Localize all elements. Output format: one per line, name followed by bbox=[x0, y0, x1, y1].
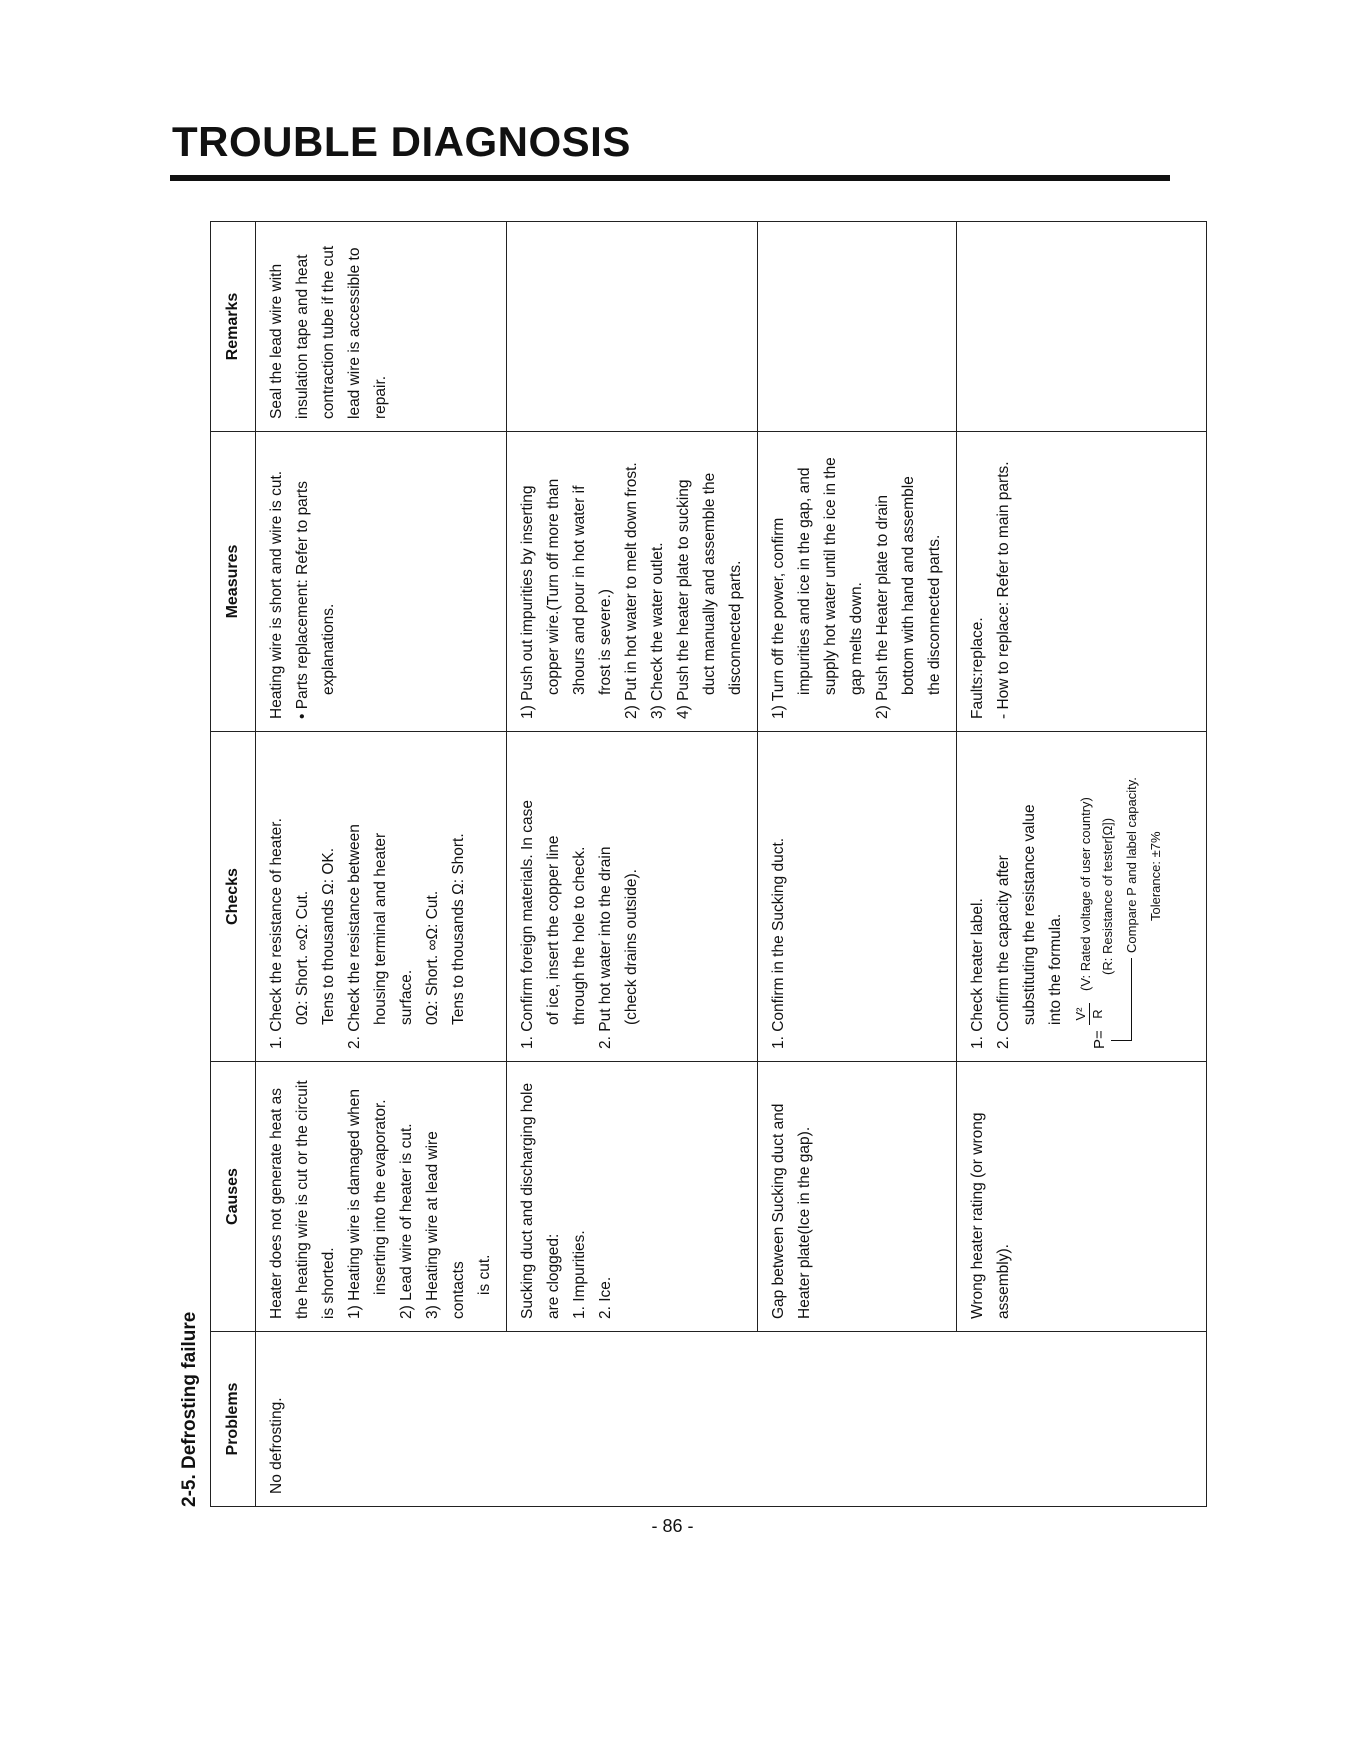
measure-line: 2) Put in hot water to melt down frost. bbox=[623, 462, 640, 719]
formula-fraction bbox=[1073, 1003, 1106, 1025]
check-line: 1. Check heater label. bbox=[969, 898, 986, 1049]
remark-line: lead wire is accessible to bbox=[346, 247, 363, 419]
cause-line: 3) Heating wire at lead wire contacts bbox=[424, 1131, 467, 1319]
check-line: housing terminal and heater bbox=[372, 832, 389, 1025]
cause-line: is cut. bbox=[476, 1254, 493, 1295]
measure-line: frost is severe.) bbox=[597, 589, 614, 695]
remarks-cell bbox=[507, 222, 758, 432]
causes-cell bbox=[758, 1062, 957, 1332]
check-line: 2. Confirm the capacity after bbox=[995, 855, 1012, 1049]
column-header-measures: Measures bbox=[211, 432, 256, 732]
measures-cell bbox=[957, 432, 1207, 732]
causes-cell bbox=[507, 1062, 758, 1332]
measures-cell bbox=[758, 432, 957, 732]
causes-cell bbox=[957, 1062, 1207, 1332]
measure-line: • Parts replacement: Refer to parts bbox=[294, 480, 311, 719]
formula-compare-note: Compare P and label capacity. bbox=[1124, 777, 1139, 953]
remarks-cell bbox=[957, 222, 1207, 432]
measure-line: 1) Turn off the power, confirm bbox=[770, 517, 787, 719]
remark-line: contraction tube if the cut bbox=[320, 245, 337, 419]
check-line: through the hole to check. bbox=[571, 846, 588, 1025]
remark-line: insulation tape and heat bbox=[294, 254, 311, 419]
power-formula bbox=[1069, 744, 1181, 1049]
remark-line: repair. bbox=[372, 375, 389, 419]
measure-line: 1) Push out impurities by inserting bbox=[519, 485, 536, 719]
diagnosis-table bbox=[210, 221, 1207, 1507]
remark-line: Seal the lead wire with bbox=[268, 263, 285, 419]
checks-cell bbox=[758, 732, 957, 1062]
measure-line: disconnected parts. bbox=[727, 560, 744, 695]
formula-p: P= bbox=[1091, 1030, 1108, 1049]
cause-line: Heater plate(Ice in the gap). bbox=[796, 1126, 813, 1319]
formula-voltage-definition: (V: Rated voltage of user country) bbox=[1078, 797, 1093, 991]
table-row bbox=[507, 222, 758, 1507]
measure-line: - How to replace: Refer to main parts. bbox=[995, 461, 1012, 719]
check-line: (check drains outside). bbox=[623, 869, 640, 1025]
title-rule bbox=[170, 175, 1170, 181]
check-line: substituting the resistance value bbox=[1021, 804, 1038, 1025]
measure-line: impurities and ice in the gap, and bbox=[796, 467, 813, 695]
cause-line: the heating wire is cut or the circuit bbox=[294, 1080, 311, 1319]
cause-line: Sucking duct and discharging hole bbox=[519, 1082, 536, 1319]
measure-line: Heating wire is short and wire is cut. bbox=[268, 470, 285, 719]
measure-line: 3hours and pour in hot water if bbox=[571, 485, 588, 695]
formula-bracket bbox=[1111, 958, 1132, 1041]
page-number: - 86 - bbox=[651, 1516, 694, 1536]
formula-resistance-definition: (R: Resistance of tester[Ω]) bbox=[1100, 817, 1115, 975]
formula-numerator: V² bbox=[1073, 1003, 1090, 1025]
problem-cell bbox=[256, 1332, 1207, 1507]
column-header-causes: Causes bbox=[211, 1062, 256, 1332]
measure-line: 3) Check the water outlet. bbox=[649, 542, 666, 719]
check-line: 2. Put hot water into the drain bbox=[597, 846, 614, 1049]
check-line: 1. Check the resistance of heater. bbox=[268, 818, 285, 1049]
measure-line: bottom with hand and assemble bbox=[900, 476, 917, 695]
page-title: TROUBLE DIAGNOSIS bbox=[172, 118, 631, 165]
cause-line: are clogged: bbox=[545, 1233, 562, 1319]
problem-text: No defrosting. bbox=[268, 1397, 285, 1494]
checks-cell bbox=[256, 732, 507, 1062]
check-line: 0Ω: Short. ∞Ω: Cut. bbox=[294, 890, 311, 1025]
table-header-row bbox=[211, 222, 256, 1507]
table-row bbox=[758, 222, 957, 1507]
remarks-cell bbox=[758, 222, 957, 432]
cause-line: 1. Impurities. bbox=[571, 1230, 588, 1319]
check-line: 1. Confirm foreign materials. In case bbox=[519, 800, 536, 1049]
table-wrapper bbox=[210, 222, 1182, 1507]
cause-line: is shorted. bbox=[320, 1247, 337, 1319]
check-line: 2. Check the resistance between bbox=[346, 824, 363, 1049]
check-line: of ice, insert the copper line bbox=[545, 835, 562, 1025]
table-row bbox=[256, 222, 507, 1507]
causes-cell bbox=[256, 1062, 507, 1332]
measure-line: explanations. bbox=[320, 603, 337, 695]
rotated-table-region bbox=[172, 222, 1182, 1507]
measure-line: 4) Push the heater plate to sucking bbox=[675, 479, 692, 719]
checks-cell bbox=[507, 732, 758, 1062]
table-row bbox=[957, 222, 1207, 1507]
measures-cell bbox=[507, 432, 758, 732]
column-header-remarks: Remarks bbox=[211, 222, 256, 432]
cause-line: inserting into the evaporator. bbox=[372, 1099, 389, 1295]
cause-line: 2. Ice. bbox=[597, 1276, 614, 1319]
column-header-problems: Problems bbox=[211, 1332, 256, 1507]
remarks-cell bbox=[256, 222, 507, 432]
check-line: into the formula. bbox=[1047, 913, 1064, 1025]
cause-line: 1) Heating wire is damaged when bbox=[346, 1088, 363, 1319]
cause-line: Wrong heater rating (or wrong bbox=[969, 1112, 986, 1319]
measure-line: gap melts down. bbox=[848, 582, 865, 695]
check-line: Tens to thousands Ω: Short. bbox=[450, 833, 467, 1025]
cause-line: Gap between Sucking duct and bbox=[770, 1103, 787, 1319]
measure-line: Faults:replace. bbox=[969, 617, 986, 719]
measure-line: duct manually and assemble the bbox=[701, 472, 718, 695]
check-line: 1. Confirm in the Sucking duct. bbox=[770, 837, 787, 1049]
check-line: 0Ω: Short. ∞Ω: Cut. bbox=[424, 890, 441, 1025]
cause-line: 2) Lead wire of heater is cut. bbox=[398, 1123, 415, 1319]
formula-denominator: R bbox=[1090, 1009, 1105, 1019]
checks-cell bbox=[957, 732, 1207, 1062]
measure-line: copper wire.(Turn off more than bbox=[545, 478, 562, 695]
measure-line: the disconnected parts. bbox=[926, 534, 943, 695]
check-line: surface. bbox=[398, 969, 415, 1025]
column-header-checks: Checks bbox=[211, 732, 256, 1062]
section-heading: 2-5. Defrosting failure bbox=[179, 1311, 200, 1507]
measures-cell bbox=[256, 432, 507, 732]
check-line: Tens to thousands Ω: OK. bbox=[320, 847, 337, 1025]
measure-line: 2) Push the Heater plate to drain bbox=[874, 494, 891, 719]
formula-tolerance: Tolerance: ±7% bbox=[1148, 831, 1163, 921]
cause-line: Heater does not generate heat as bbox=[268, 1088, 285, 1319]
cause-line: assembly). bbox=[995, 1244, 1012, 1319]
measure-line: supply hot water until the ice in the bbox=[822, 457, 839, 695]
